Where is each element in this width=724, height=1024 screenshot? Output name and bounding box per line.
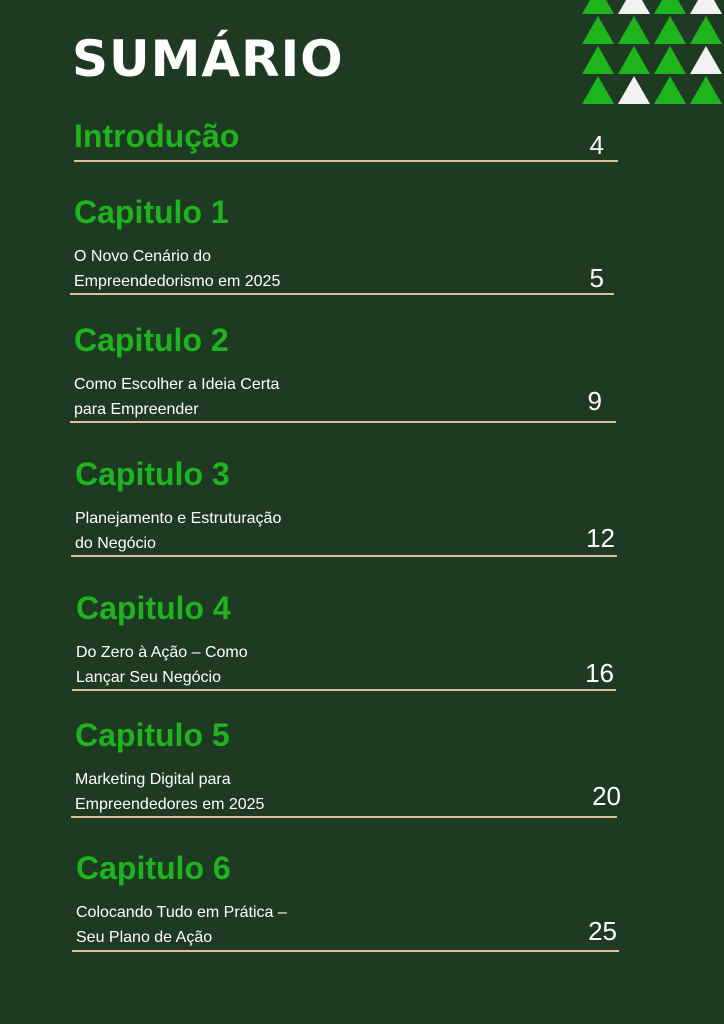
- page-number: 25: [588, 916, 617, 946]
- page-number: 5: [589, 263, 604, 293]
- toc-entry-chapter-4[interactable]: [72, 592, 616, 691]
- chapter-subtitle-line: Como Escolher a Ideia Certa: [74, 376, 280, 393]
- chapter-heading: Capitulo 5: [75, 717, 230, 753]
- chapter-subtitle-line: O Novo Cenário do: [74, 248, 211, 265]
- chapter-subtitle-line: Empreendedores em 2025: [75, 796, 265, 813]
- toc-entry-chapter-3[interactable]: [71, 458, 617, 557]
- chapter-subtitle: [74, 372, 279, 422]
- divider: [70, 421, 616, 423]
- chapter-subtitle-line: do Negócio: [75, 535, 156, 552]
- chapter-heading: Capitulo 4: [76, 590, 231, 626]
- toc-entry-chapter-6[interactable]: [72, 852, 619, 952]
- page-number: 4: [589, 130, 604, 160]
- divider: [70, 293, 614, 295]
- divider: [74, 160, 618, 162]
- divider: [71, 816, 617, 818]
- page-number: 20: [592, 781, 621, 811]
- chapter-subtitle: [75, 506, 281, 556]
- chapter-subtitle-line: Empreendedorismo em 2025: [74, 273, 281, 290]
- divider: [71, 555, 617, 557]
- divider: [72, 950, 619, 952]
- chapter-subtitle-line: Planejamento e Estruturação: [75, 510, 282, 527]
- chapter-subtitle: [74, 244, 280, 294]
- chapter-subtitle: [76, 640, 248, 690]
- toc-entry-chapter-2[interactable]: [70, 324, 616, 423]
- toc-entry-chapter-1[interactable]: [70, 196, 614, 295]
- chapter-subtitle-line: para Empreender: [74, 401, 199, 418]
- page-number: 9: [587, 386, 602, 416]
- chapter-subtitle: [75, 767, 264, 817]
- chapter-heading: Capitulo 1: [74, 194, 229, 230]
- chapter-subtitle-line: Colocando Tudo em Prática –: [76, 904, 287, 921]
- toc-entry-chapter-5[interactable]: [71, 717, 621, 818]
- chapter-heading: Capitulo 2: [74, 322, 229, 358]
- chapter-subtitle-line: Do Zero à Ação – Como: [76, 644, 248, 661]
- page-number: 16: [585, 658, 614, 688]
- divider: [72, 689, 616, 691]
- page-title: SUMÁRIO: [72, 30, 344, 88]
- triangle-pattern-icon: [580, 0, 724, 108]
- chapter-subtitle: [76, 900, 287, 950]
- chapter-subtitle-line: Seu Plano de Ação: [76, 929, 213, 946]
- chapter-heading: Capitulo 6: [76, 850, 231, 886]
- toc-heading: Introdução: [74, 118, 240, 154]
- page-number: 12: [586, 523, 615, 553]
- chapter-heading: Capitulo 3: [75, 456, 230, 492]
- toc-entry-introducao[interactable]: [74, 120, 618, 162]
- chapter-subtitle-line: Lançar Seu Negócio: [76, 669, 221, 686]
- chapter-subtitle-line: Marketing Digital para: [75, 771, 231, 788]
